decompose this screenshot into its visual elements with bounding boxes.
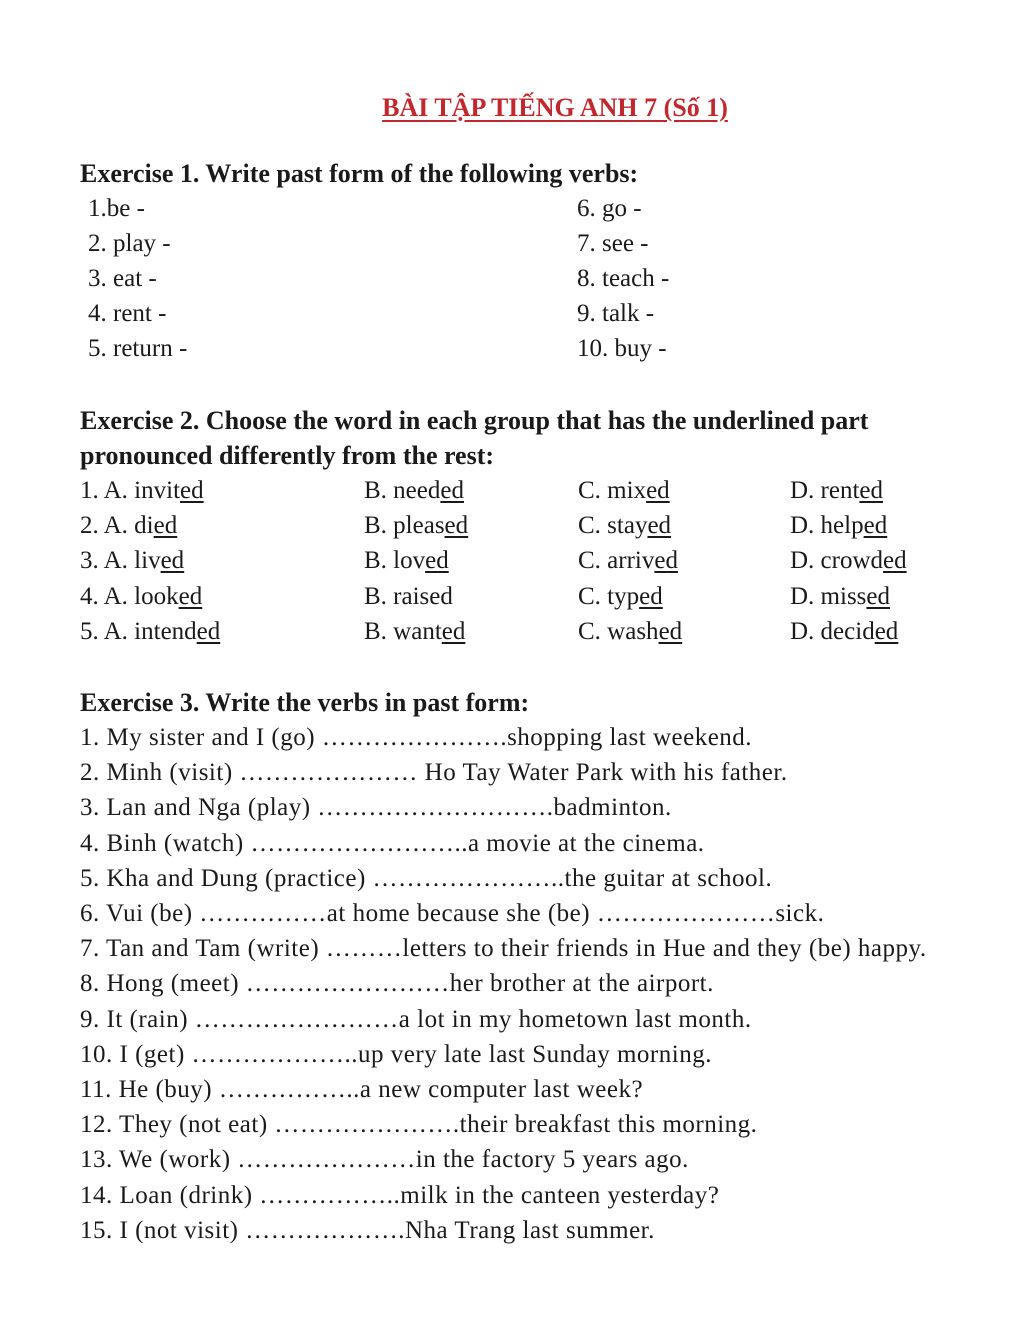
ex2-option-stem: B. pleas <box>364 512 445 539</box>
ex3-sentence: 11. He (buy) ……………..a new computer last week? <box>80 1076 644 1103</box>
ex2-option-stem: B. need <box>364 477 441 504</box>
ex2-option-stem: 5. A. intend <box>80 618 197 645</box>
ex3-sentence: 4. Binh (watch) ……………………..a movie at the cinema. <box>80 830 705 857</box>
ex1-item: 5. return - <box>88 335 188 362</box>
ex1-item: 7. see - <box>577 230 649 257</box>
ex2-option-stem: D. help <box>790 512 864 539</box>
ex2-underlined-part: ed <box>658 618 683 645</box>
ex2-option <box>790 476 883 506</box>
ex2-option-stem: D. miss <box>790 583 867 610</box>
ex2-option-stem: 3. A. liv <box>80 547 161 574</box>
ex2-underlined-part: ed <box>440 477 464 504</box>
ex1-item: 9. talk - <box>577 300 655 327</box>
ex2-option-stem: B. want <box>364 618 442 645</box>
ex3-sentence: 3. Lan and Nga (play) ……………………….badminton. <box>80 794 672 821</box>
ex2-option-stem: D. rent <box>790 477 860 504</box>
ex2-option <box>364 546 449 576</box>
ex1-item: 2. play - <box>88 230 171 257</box>
ex2-option-stem: B. lov <box>364 547 426 574</box>
ex2-option-stem: 1. A. invit <box>80 477 181 504</box>
ex3-sentence: 13. We (work) …………………in the factory 5 years ago. <box>80 1146 689 1173</box>
ex2-option <box>578 511 671 541</box>
exercise-3-heading: Exercise 3. Write the verbs in past form: <box>80 688 530 717</box>
ex2-option <box>80 511 177 541</box>
ex3-sentence: 10. I (get) ………………..up very late last Sunday morning. <box>80 1041 712 1068</box>
ex2-option <box>790 546 907 576</box>
ex2-underlined-part: ed <box>441 618 466 645</box>
ex1-item: 6. go - <box>577 195 642 222</box>
ex3-sentence: 6. Vui (be) ……………at home because she (be) …………………sick. <box>80 900 825 927</box>
ex2-option <box>578 582 663 612</box>
ex2-underlined-part: ed <box>866 583 891 610</box>
ex3-sentence: 9. It (rain) ……………………a lot in my hometown last month. <box>80 1006 752 1033</box>
ex2-underlined-part: ed <box>444 512 469 539</box>
ex1-item: 10. buy - <box>577 335 667 362</box>
ex3-sentence: 1. My sister and I (go) ………………….shopping last weekend. <box>80 724 753 751</box>
ex2-option-stem: C. wash <box>578 618 659 645</box>
ex2-underlined-part: ed <box>639 583 663 610</box>
ex2-option <box>80 582 202 612</box>
ex3-sentence: 5. Kha and Dung (practice) …………………..the guitar at school. <box>80 865 773 892</box>
ex2-option-stem: C. typ <box>578 583 640 610</box>
ex2-underlined-part: ed <box>160 547 185 574</box>
ex3-sentence: 8. Hong (meet) ……………………her brother at the airport. <box>80 970 714 997</box>
ex2-option-stem: C. arriv <box>578 547 655 574</box>
exercise-2-heading: Exercise 2. Choose the word in each group that has the underlined part pronounced differently from the rest: <box>80 406 869 470</box>
ex2-underlined-part: ed <box>874 618 899 645</box>
ex2-option-stem: D. crowd <box>790 547 884 574</box>
ex2-option-stem: C. stay <box>578 512 648 539</box>
ex2-option <box>80 617 220 647</box>
ex3-sentence: 7. Tan and Tam (write) ………letters to their friends in Hue and they (be) happy. <box>80 935 927 962</box>
ex2-option <box>364 617 465 647</box>
ex2-underlined-part: ed <box>178 583 203 610</box>
ex1-item: 1.be - <box>88 195 145 222</box>
ex2-underlined-part: ed <box>646 477 670 504</box>
ex2-option-stem: B. raised <box>364 583 453 610</box>
ex2-underlined-part: ed <box>196 618 221 645</box>
ex2-underlined-part: ed <box>654 547 678 574</box>
ex1-item: 4. rent - <box>88 300 167 327</box>
ex3-sentence: 12. They (not eat) ………………….their breakfast this morning. <box>80 1111 758 1138</box>
ex2-option-stem: 4. A. look <box>80 583 179 610</box>
ex2-option <box>80 546 184 576</box>
ex2-option <box>364 582 453 612</box>
ex2-option <box>790 582 890 612</box>
ex2-option <box>790 511 887 541</box>
ex2-underlined-part: ed <box>153 512 178 539</box>
page-title: BÀI TẬP TIẾNG ANH 7 (Số 1) <box>382 93 728 122</box>
ex3-sentence: 2. Minh (visit) ………………… Ho Tay Water Park with his father. <box>80 759 788 786</box>
ex2-underlined-part: ed <box>647 512 672 539</box>
ex2-option <box>578 617 682 647</box>
ex2-option <box>578 546 678 576</box>
ex2-option <box>364 511 468 541</box>
ex2-underlined-part: ed <box>863 512 888 539</box>
ex2-option <box>578 476 670 506</box>
ex2-underlined-part: ed <box>883 547 907 574</box>
ex2-underlined-part: ed <box>425 547 449 574</box>
ex2-underlined-part: ed <box>859 477 884 504</box>
ex2-option-stem: C. mix <box>578 477 647 504</box>
ex1-item: 3. eat - <box>88 265 157 292</box>
ex2-underlined-part: ed <box>180 477 204 504</box>
ex2-option-stem: 2. A. di <box>80 512 154 539</box>
ex3-sentence: 15. I (not visit) ……………….Nha Trang last summer. <box>80 1217 655 1244</box>
ex2-option-stem: D. decid <box>790 618 875 645</box>
ex2-option <box>364 476 464 506</box>
ex2-option <box>80 476 204 506</box>
exercise-1-heading: Exercise 1. Write past form of the following verbs: <box>80 159 639 188</box>
ex3-sentence: 14. Loan (drink) ……………..milk in the canteen yesterday? <box>80 1182 720 1209</box>
ex2-option <box>790 617 898 647</box>
ex1-item: 8. teach - <box>577 265 670 292</box>
